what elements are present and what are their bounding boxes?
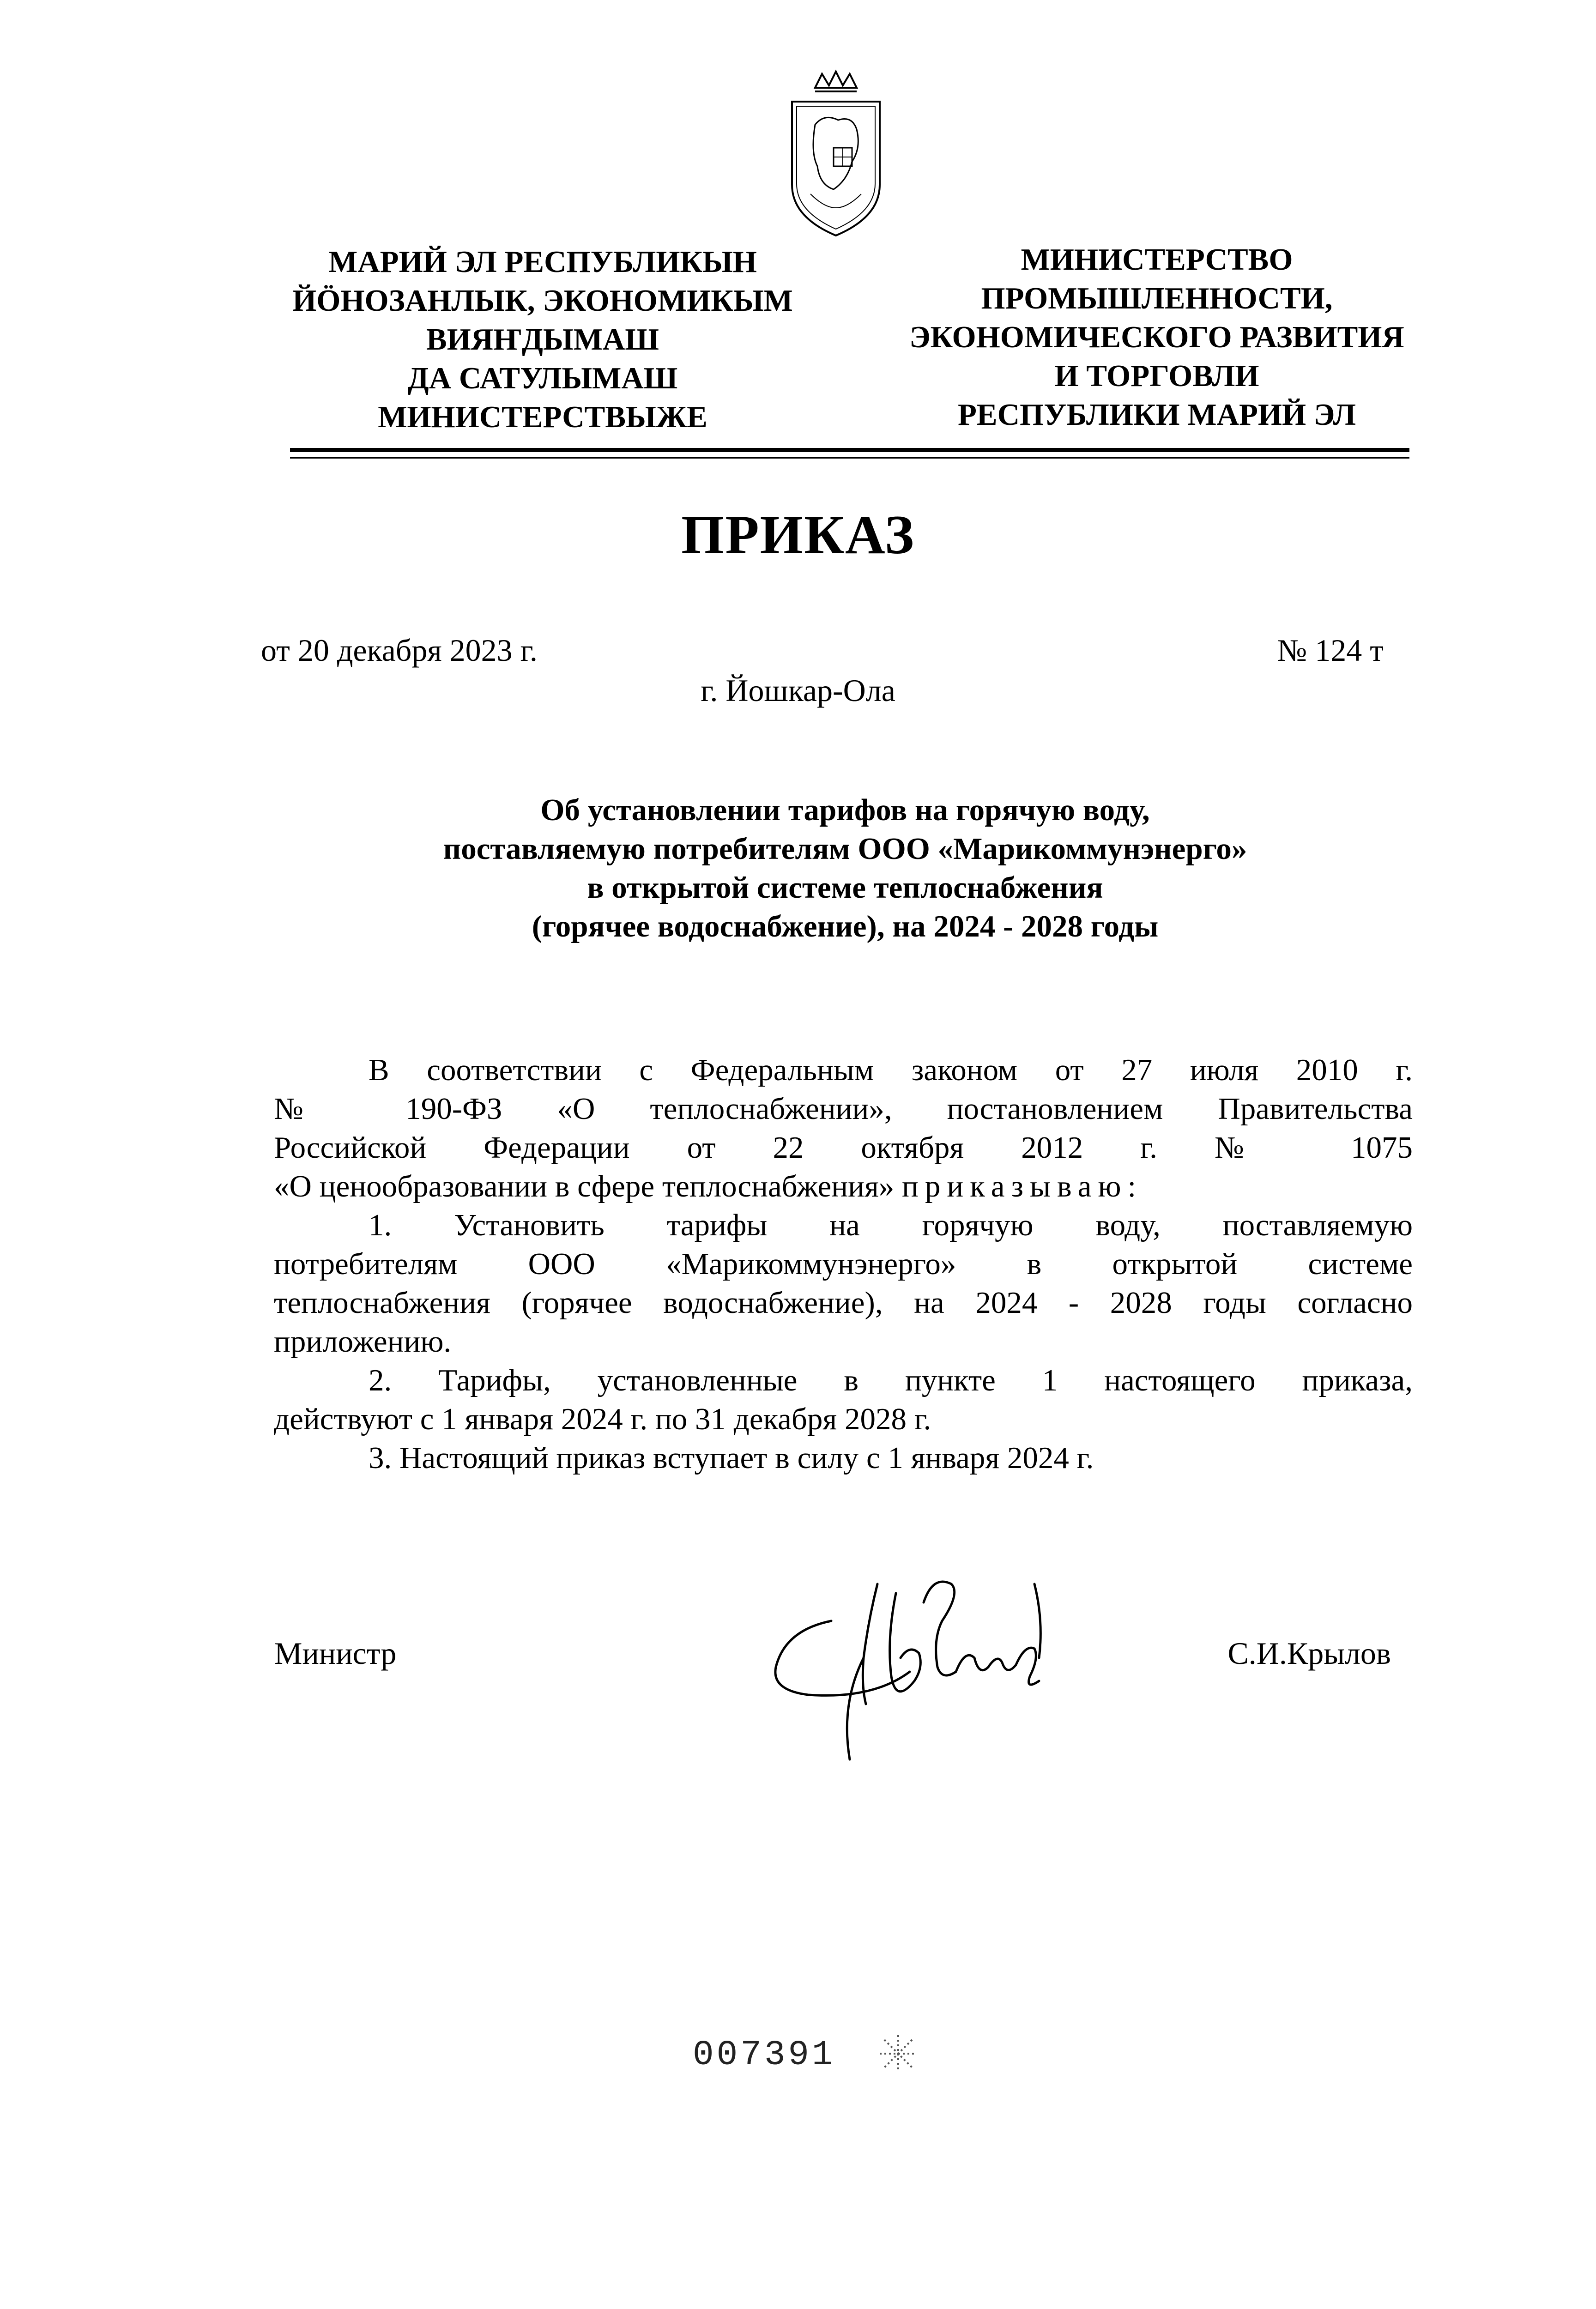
header-right-line: И ТОРГОВЛИ <box>1054 359 1259 393</box>
subject-line: Об установлении тарифов на горячую воду, <box>540 793 1150 827</box>
stamp-star-icon <box>877 2033 919 2074</box>
header-right-line: ЭКОНОМИЧЕСКОГО РАЗВИТИЯ <box>909 320 1404 354</box>
document-body <box>274 1051 1413 1477</box>
header-divider-thick <box>290 448 1409 452</box>
document-date: от 20 декабря 2023 г. <box>261 633 538 668</box>
body-line: Российской Федерации от 22 октября 2012 г. № 1075 <box>274 1130 1413 1165</box>
document-title: ПРИКАЗ <box>681 504 915 565</box>
signatory-name: С.И.Крылов <box>1227 1636 1391 1671</box>
body-line: В соответствии с Федеральным законом от 27 июля 2010 г. <box>369 1053 1413 1087</box>
body-line: приложению. <box>274 1324 452 1359</box>
header-left-line: МАРИЙ ЭЛ РЕСПУБЛИКЫН <box>328 245 757 279</box>
subject-line: поставляемую потребителям ООО «Марикоммунэнерго» <box>443 832 1247 866</box>
subject-line: в открытой системе теплоснабжения <box>587 870 1103 905</box>
body-line <box>274 1167 1413 1206</box>
header-divider-thin <box>290 457 1409 459</box>
coat-of-arms-emblem <box>783 69 889 241</box>
signatory-role: Министр <box>274 1636 397 1671</box>
registration-stamp-number: 007391 <box>693 2035 836 2075</box>
header-left-line: МИНИСТЕРСТВЫЖЕ <box>378 400 707 434</box>
body-line: 1. Установить тарифы на горячую воду, поставляемую <box>369 1208 1413 1242</box>
body-line: теплоснабжения (горячее водоснабжение), на 2024 - 2028 годы согласно <box>274 1286 1413 1320</box>
body-line: действуют с 1 января 2024 г. по 31 декабря 2028 г. <box>274 1402 931 1436</box>
body-line: 2. Тарифы, установленные в пункте 1 настоящего приказа, <box>369 1363 1413 1397</box>
header-left-line: ВИЯҤДЫМАШ <box>426 322 659 357</box>
handwritten-signature <box>757 1566 1071 1778</box>
body-line-text: «О ценообразовании в сфере теплоснабжения» <box>274 1169 895 1203</box>
header-left-line: ЙÖНОЗАНЛЫК, ЭКОНОМИКЫМ <box>292 284 793 318</box>
subject-line: (горячее водоснабжение), на 2024 - 2028 годы <box>532 909 1159 943</box>
order-keyword: приказываю: <box>902 1169 1143 1203</box>
body-line: 3. Настоящий приказ вступает в силу с 1 января 2024 г. <box>369 1441 1094 1475</box>
body-line: № 190-ФЗ «О теплоснабжении», постановлением Правительства <box>274 1092 1413 1126</box>
header-right-line: МИНИСТЕРСТВО <box>1021 242 1293 277</box>
header-right-line: ПРОМЫШЛЕННОСТИ, <box>981 281 1333 315</box>
header-left-line: ДА САТУЛЫМАШ <box>407 361 678 395</box>
header-left-marii <box>256 242 829 436</box>
header-right-line: РЕСПУБЛИКИ МАРИЙ ЭЛ <box>957 398 1356 432</box>
header-right-russian <box>868 240 1445 434</box>
document-city: г. Йошкар-Ола <box>701 673 895 708</box>
document-number: № 124 т <box>1277 633 1384 668</box>
body-line: потребителям ООО «Марикоммунэнерго» в открытой системе <box>274 1247 1413 1281</box>
document-subject <box>323 791 1367 946</box>
